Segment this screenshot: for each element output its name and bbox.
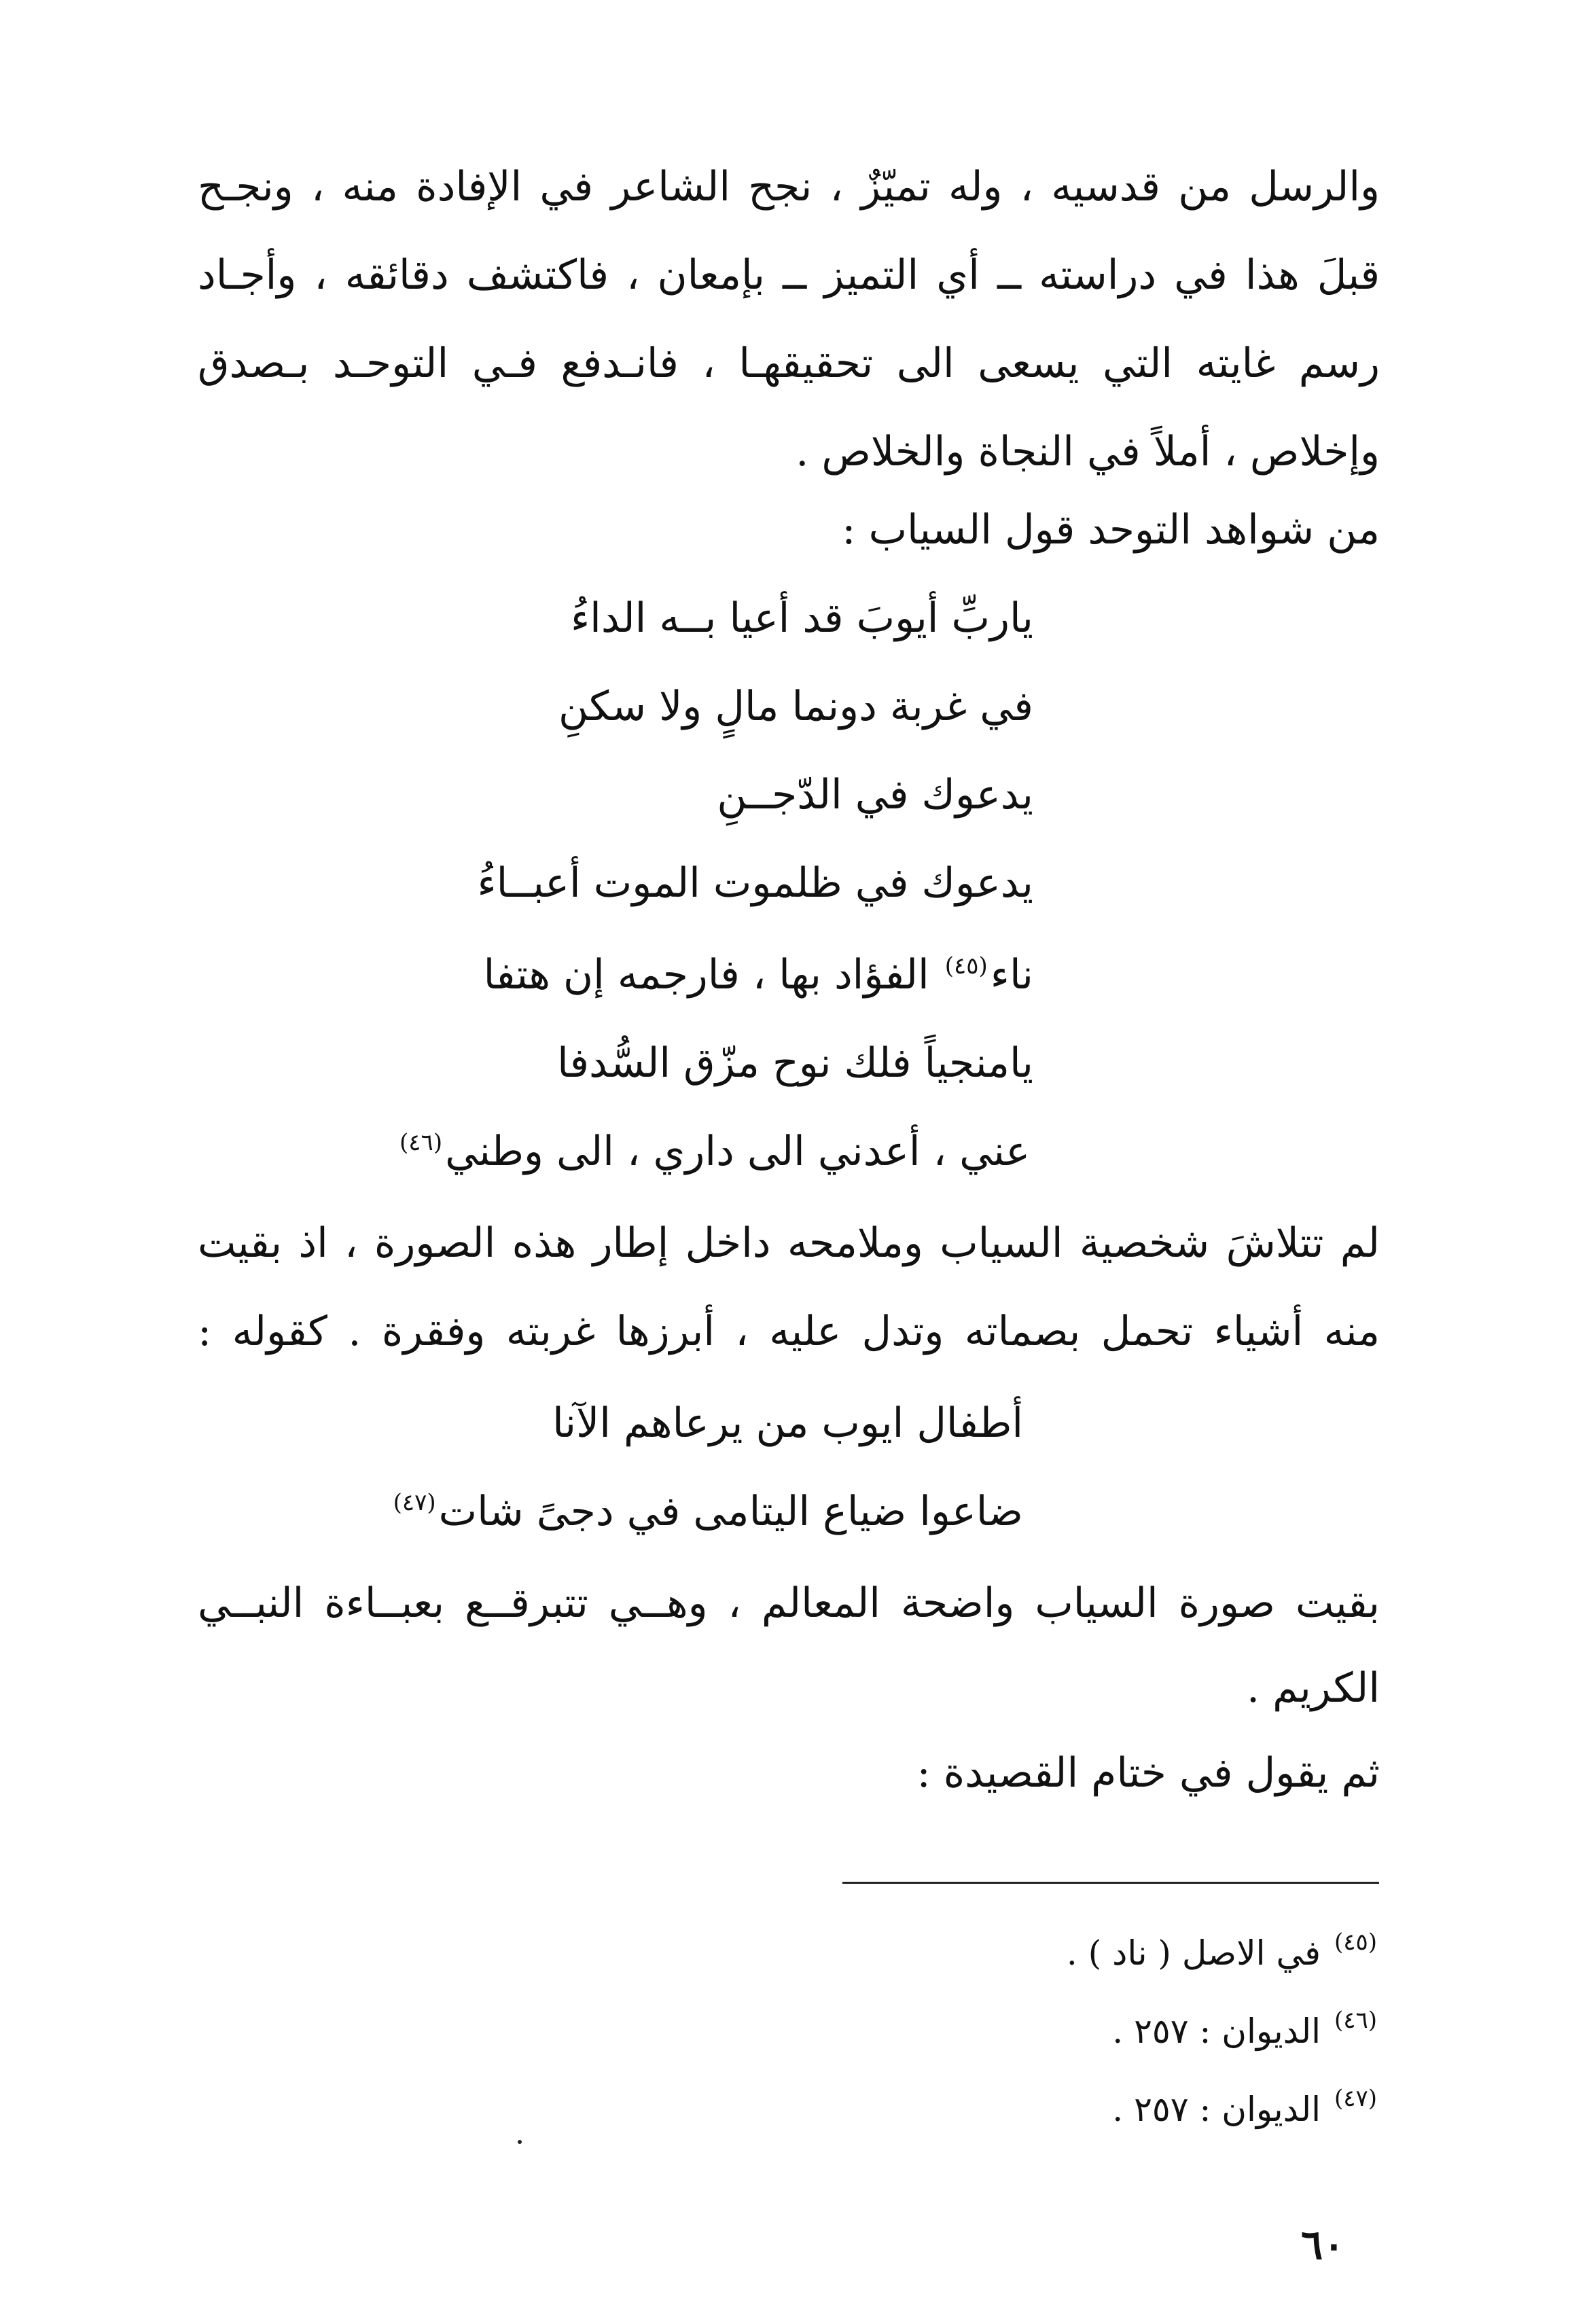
poem1-verse6: يامنجياً فلك نوح مزّق السُّدفا xyxy=(557,1039,1033,1087)
poem1-verse4: يدعوك في ظلموت الموت أعبــاءُ xyxy=(477,859,1033,907)
poem1-verse3: يدعوك في الدّجــنِ xyxy=(717,771,1033,819)
poem1-verse5 xyxy=(484,948,1033,1008)
footnote-ref-46: (٤٦) xyxy=(399,1129,443,1156)
poem1-verse2: في غربة دونما مالٍ ولا سكنِ xyxy=(558,683,1033,730)
closing-line: ثم يقول في ختام القصيدة : xyxy=(916,1749,1380,1797)
footnote-46 xyxy=(1112,2007,1380,2059)
poem2-verse1: أطفال ايوب من يرعاهم الآنا xyxy=(552,1399,1023,1447)
poem1-verse7-text: عني ، أعدني الى داري ، الى وطني xyxy=(445,1128,1030,1175)
footnote-46-ref: (٤٦) xyxy=(1334,2007,1377,2034)
footnote-separator xyxy=(842,1882,1379,1884)
paragraph2-line1: لم تتلاشَ شخصية السياب وملامحه داخل إطار هذه الصورة ، اذ بقيت xyxy=(198,1219,1380,1267)
poem1-verse7 xyxy=(397,1124,1030,1185)
poem1-verse5-end: الفؤاد بها ، فارجمه إن هتفا xyxy=(483,951,942,999)
footnote-46-text: الديوان : ٢٥٧ . xyxy=(1112,2012,1321,2051)
footnote-45 xyxy=(1067,1929,1380,1981)
paragraph1-line4: وإخلاص ، أملاً في النجاة والخلاص . xyxy=(796,428,1380,476)
footnote-47-text: الديوان : ٢٥٧ . xyxy=(1112,2090,1321,2129)
footnote-ref-45: (٤٥) xyxy=(944,952,988,980)
paragraph2-line2: منه أشياء تحمل بصماته وتدل عليه ، أبرزها غربته وفقرة . كقوله : xyxy=(198,1308,1380,1355)
footnote-47 xyxy=(1112,2086,1380,2137)
paragraph3-line1: بقيت صورة السياب واضحة المعالم ، وهــي تتبرقــع بعبــاءة النبــي xyxy=(198,1579,1380,1627)
poem2-verse2 xyxy=(391,1484,1023,1545)
paragraph1-line1: والرسل من قدسيه ، وله تميّزٌ ، نجح الشاعر في الإفادة منه ، ونجـح xyxy=(198,163,1380,211)
paragraph3-line2: الكريم . xyxy=(1247,1664,1380,1712)
footnote-ref-47: (٤٧) xyxy=(393,1489,436,1516)
poem2-verse2-text: ضاعوا ضياع اليتامى في دجىً شات xyxy=(438,1488,1023,1535)
intro-shawahid: من شواهد التوحد قول السياب : xyxy=(842,506,1380,554)
page-number: ٦٠ xyxy=(1301,2221,1345,2269)
stray-dot-mark xyxy=(518,2140,522,2144)
paragraph1-line2: قبلَ هذا في دراسته ــ أي التميز ــ بإمعان ، فاكتشف دقائقه ، وأجـاد xyxy=(198,251,1380,299)
poem1-verse5-start: ناء xyxy=(990,951,1033,999)
footnote-45-ref: (٤٥) xyxy=(1334,1929,1377,1956)
paragraph1-line3: رسم غايته التي يسعى الى تحقيقهـا ، فانـدفع فـي التوحـد بـصدق xyxy=(198,340,1380,387)
footnote-45-text: في الاصل ( ناد ) . xyxy=(1066,1933,1321,1973)
footnote-47-ref: (٤٧) xyxy=(1334,2085,1377,2112)
poem1-verse1: ياربِّ أيوبَ قد أعيا بــه الداءُ xyxy=(570,594,1033,642)
